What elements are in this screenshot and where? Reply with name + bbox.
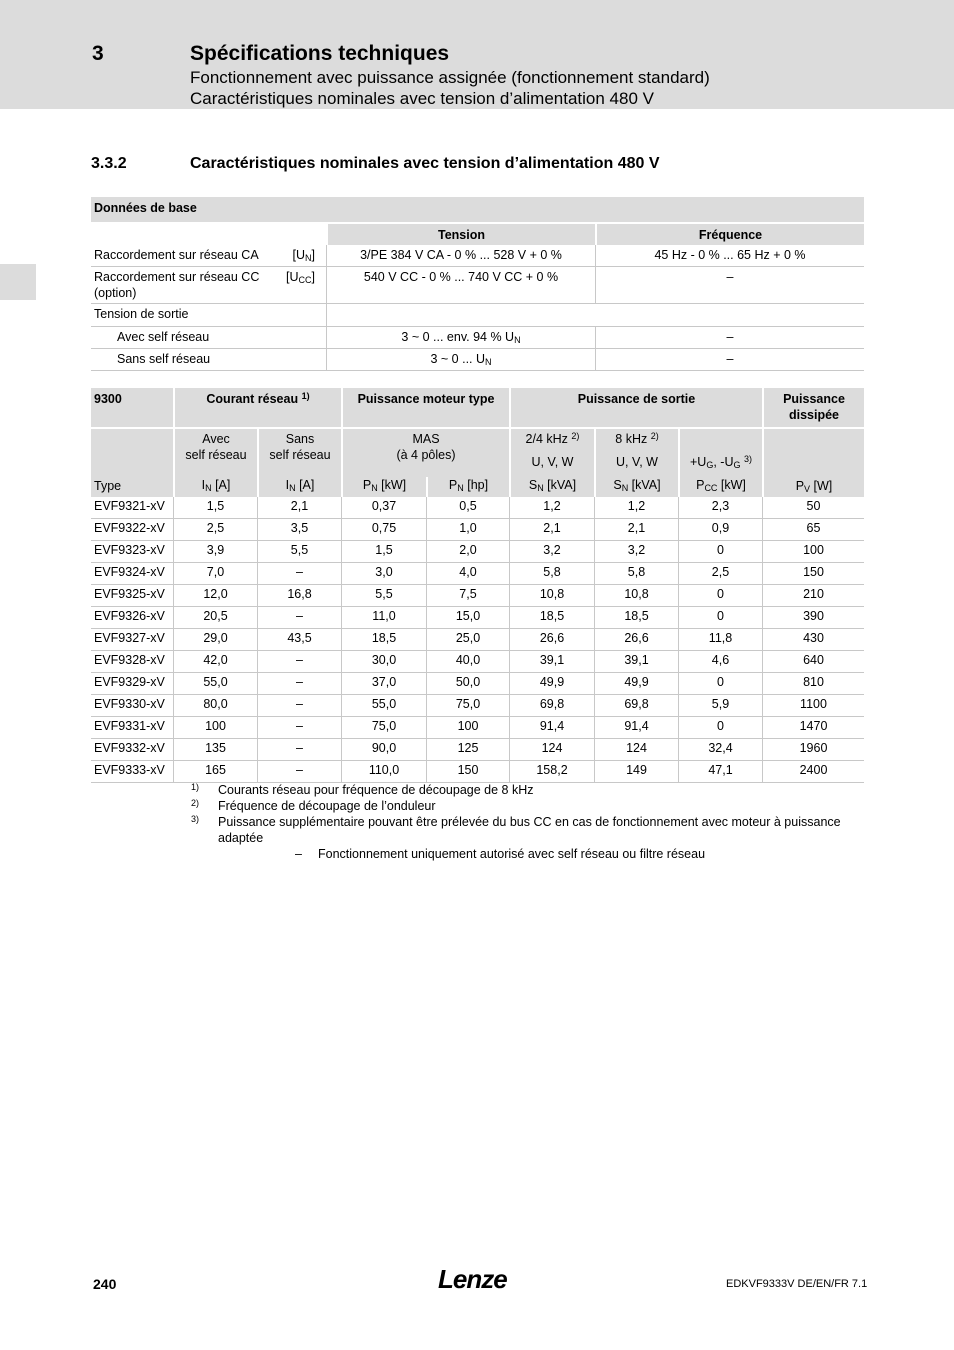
table-cell: 75,0 [341,717,426,739]
table-cell: 2,1 [509,519,594,541]
basic-data-table [91,197,864,371]
table-cell: 42,0 [173,651,257,673]
table-cell: 0,5 [426,497,509,519]
table-cell: 158,2 [509,761,594,783]
table-cell: 29,0 [173,629,257,651]
table-cell: – [257,607,341,629]
sub-dc-bus: $+U_G$, $-U_G$ $^{3)}$ [678,427,762,477]
table-cell: 75,0 [426,695,509,717]
table-cell: 0,75 [341,519,426,541]
col-frequency-header: Fréquence [595,222,864,245]
table-cell: 1,2 [509,497,594,519]
table-cell: 2,1 [257,497,341,519]
table-cell: 2,0 [426,541,509,563]
table-row [91,607,864,629]
table-cell: 10,8 [594,585,678,607]
table-cell: 7,0 [173,563,257,585]
page-number: 240 [93,1276,117,1292]
table-cell: 2,3 [678,497,762,519]
table-cell: 37,0 [341,673,426,695]
sub-freq-8khz: 8 kHz $^{2)}$ U, V, W [594,427,678,477]
table-cell: EVF9321-xV [91,497,173,519]
table-cell: 3,2 [594,541,678,563]
table-cell: 26,6 [594,629,678,651]
table-cell: 43,5 [257,629,341,651]
basic-data-title: Données de base [91,197,864,222]
table-cell: EVF9329-xV [91,673,173,695]
symbol: $[U_{CC}]$ [286,270,315,285]
table-row [91,541,864,563]
table-cell: 100 [173,717,257,739]
table-row [91,519,864,541]
table-cell: 1,0 [426,519,509,541]
table-cell: 20,5 [173,607,257,629]
section-number: 3.3.2 [91,155,127,172]
table-cell: 5,9 [678,695,762,717]
sub-with-choke: Avec self réseau [173,427,257,477]
table-row [91,585,864,607]
unit-sn-8: $S_N$ [kVA] [594,477,678,497]
header-output-power: Puissance de sortie [509,388,762,427]
table-cell: 125 [426,739,509,761]
table-cell: 11,0 [341,607,426,629]
table-cell: – [257,673,341,695]
table-cell: – [257,695,341,717]
table-cell: 80,0 [173,695,257,717]
header-series: 9300 [91,388,173,427]
table-cell: 3,5 [257,519,341,541]
side-tab-marker [0,264,36,300]
table-cell: 2400 [762,761,864,783]
table-cell: 30,0 [341,651,426,673]
footnote-3-text: Puissance supplémentaire pouvant être prélevée du bus CC en cas de fonctionnement avec moteur à puissance [218,815,841,829]
table-cell: 50 [762,497,864,519]
table-row [91,761,864,783]
table-cell: 0,9 [678,519,762,541]
table-row [91,629,864,651]
table-cell: 55,0 [173,673,257,695]
lenze-logo: Lenze [438,1264,507,1294]
table-cell: 26,6 [509,629,594,651]
table-cell: 3,2 [509,541,594,563]
table-cell: 1960 [762,739,864,761]
table-cell: 2,1 [594,519,678,541]
table-cell: EVF9330-xV [91,695,173,717]
table-cell: 55,0 [341,695,426,717]
table-cell: 7,5 [426,585,509,607]
row-without-choke: Sans self réseau [91,349,326,371]
table-row [91,695,864,717]
table-cell: 0 [678,607,762,629]
label-option: (option) [94,286,137,300]
table-row [91,497,864,519]
footnote-1-marker: 1) [191,782,200,792]
table-row [91,563,864,585]
unit-in-without: $I_N$ [A] [257,477,341,497]
table-cell: 150 [762,563,864,585]
label: Raccordement sur réseau CA [94,248,259,262]
table-cell: EVF9331-xV [91,717,173,739]
table-cell: 4,0 [426,563,509,585]
table-cell: 91,4 [509,717,594,739]
header-power-loss: Puissance dissipée [762,388,864,427]
table-cell: 50,0 [426,673,509,695]
table-cell: 91,4 [594,717,678,739]
table-cell: 1,5 [173,497,257,519]
footnote-1-text: Courants réseau pour fréquence de découpage de 8 kHz [218,783,534,797]
table-cell: 69,8 [594,695,678,717]
footnote-2-text: Fréquence de découpage de l’onduleur [218,799,436,813]
table-cell: 12,0 [173,585,257,607]
table-cell: 16,8 [257,585,341,607]
table-cell: 0 [678,673,762,695]
table-cell: 4,6 [678,651,762,673]
table-cell: 2,5 [173,519,257,541]
table-cell: EVF9327-xV [91,629,173,651]
footnote-dash-marker: – [295,847,302,861]
table-cell: – [257,563,341,585]
table-cell: 640 [762,651,864,673]
table-cell: 3,9 [173,541,257,563]
label: Raccordement sur réseau CC [94,270,260,284]
table-cell: 40,0 [426,651,509,673]
table-cell: 5,8 [509,563,594,585]
header-subtitle-1: Fonctionnement avec puissance assignée (fonctionnement standard) [190,68,710,87]
row-with-choke: Avec self réseau [91,327,326,349]
table-cell: 165 [173,761,257,783]
table-cell: 5,5 [341,585,426,607]
header-subtitle-2: Caractéristiques nominales avec tension d’alimentation 480 V [190,89,654,108]
col-voltage-header: Tension [326,222,595,245]
footnote-3-marker: 3) [191,814,200,824]
table-cell: 0 [678,541,762,563]
chapter-title: Spécifications techniques [190,42,450,65]
table-cell: 5,5 [257,541,341,563]
row-dc-connection [91,267,326,304]
table-cell: – [257,739,341,761]
chapter-number: 3 [92,42,104,65]
table-cell: EVF9322-xV [91,519,173,541]
table-cell: 3,0 [341,563,426,585]
dc-voltage-value: 540 V CC - 0 % ... 740 V CC + 0 % [326,267,595,304]
table-cell: 124 [594,739,678,761]
table-cell: 25,0 [426,629,509,651]
table-cell: 39,1 [509,651,594,673]
table-cell: 1,2 [594,497,678,519]
ratings-table [91,388,864,783]
table-cell: – [257,761,341,783]
sub-asm-4-pole: MAS (à 4 pôles) [341,427,509,477]
table-cell: 0,37 [341,497,426,519]
table-cell: EVF9325-xV [91,585,173,607]
table-cell: 18,5 [341,629,426,651]
document-reference: EDKVF9333V DE/EN/FR 7.1 [726,1278,868,1290]
ratings-rows [91,497,864,783]
table-cell: 11,8 [678,629,762,651]
table-cell: – [257,651,341,673]
table-cell: EVF9323-xV [91,541,173,563]
unit-type: Type [91,427,173,497]
table-cell: 124 [509,739,594,761]
unit-sn-24: $S_N$ [kVA] [509,477,594,497]
table-cell: 210 [762,585,864,607]
with-choke-frequency: – [595,327,864,349]
table-cell: 0 [678,585,762,607]
symbol: $[U_N]$ [292,248,315,263]
table-cell: 5,8 [594,563,678,585]
with-choke-voltage: 3 ~ 0 ... env. 94 % $U_N$ [326,327,595,349]
ac-voltage-value: 3/PE 384 V CA - 0 % ... 528 V + 0 % [326,245,595,267]
without-choke-frequency: – [595,349,864,371]
table-cell: EVF9333-xV [91,761,173,783]
table-cell: 15,0 [426,607,509,629]
table-cell: 0 [678,717,762,739]
without-choke-voltage: 3 ~ 0 ... $U_N$ [326,349,595,371]
ac-frequency-value: 45 Hz - 0 % ... 65 Hz + 0 % [595,245,864,267]
table-cell: 390 [762,607,864,629]
table-cell: 32,4 [678,739,762,761]
table-cell: – [257,717,341,739]
row-output-voltage: Tension de sortie [91,304,326,327]
table-row [91,717,864,739]
table-cell: 1100 [762,695,864,717]
footnote-3-text-cont: adaptée [218,831,264,845]
table-cell: 100 [426,717,509,739]
table-cell: 65 [762,519,864,541]
table-cell: 1470 [762,717,864,739]
unit-pn-hp: $P_N$ [hp] [426,477,509,497]
table-cell: 49,9 [594,673,678,695]
table-cell: 1,5 [341,541,426,563]
table-cell: EVF9324-xV [91,563,173,585]
table-row [91,673,864,695]
unit-pn-kw: $P_N$ [kW] [341,477,426,497]
table-cell: 150 [426,761,509,783]
header-mains-current: Courant réseau $^{1)}$ [173,388,341,427]
unit-in-with: $I_N$ [A] [173,477,257,497]
table-row [91,651,864,673]
table-row [91,739,864,761]
table-cell: 149 [594,761,678,783]
table-cell: 90,0 [341,739,426,761]
footnote-dash-text: Fonctionnement uniquement autorisé avec self réseau ou filtre réseau [318,847,706,861]
table-cell: 100 [762,541,864,563]
row-ac-connection [91,245,326,267]
dc-frequency-value: – [595,267,864,304]
table-cell: 430 [762,629,864,651]
table-cell: 110,0 [341,761,426,783]
table-cell: EVF9326-xV [91,607,173,629]
sub-without-choke: Sans self réseau [257,427,341,477]
unit-pcc: $P_{CC}$ [kW] [678,477,762,497]
table-cell: 49,9 [509,673,594,695]
sub-freq-2-4khz: 2/4 kHz $^{2)}$ U, V, W [509,427,594,477]
table-cell: 39,1 [594,651,678,673]
section-title: Caractéristiques nominales avec tension d’alimentation 480 V [190,155,660,172]
table-cell: 135 [173,739,257,761]
table-cell: 69,8 [509,695,594,717]
table-cell: 47,1 [678,761,762,783]
table-cell: 18,5 [594,607,678,629]
header-motor-power: Puissance moteur type [341,388,509,427]
table-cell: 10,8 [509,585,594,607]
table-cell: 18,5 [509,607,594,629]
table-cell: 2,5 [678,563,762,585]
table-cell: 810 [762,673,864,695]
footnote-2-marker: 2) [191,798,200,808]
unit-pv: $P_V$ [W] [762,427,864,497]
table-cell: EVF9328-xV [91,651,173,673]
table-cell: EVF9332-xV [91,739,173,761]
